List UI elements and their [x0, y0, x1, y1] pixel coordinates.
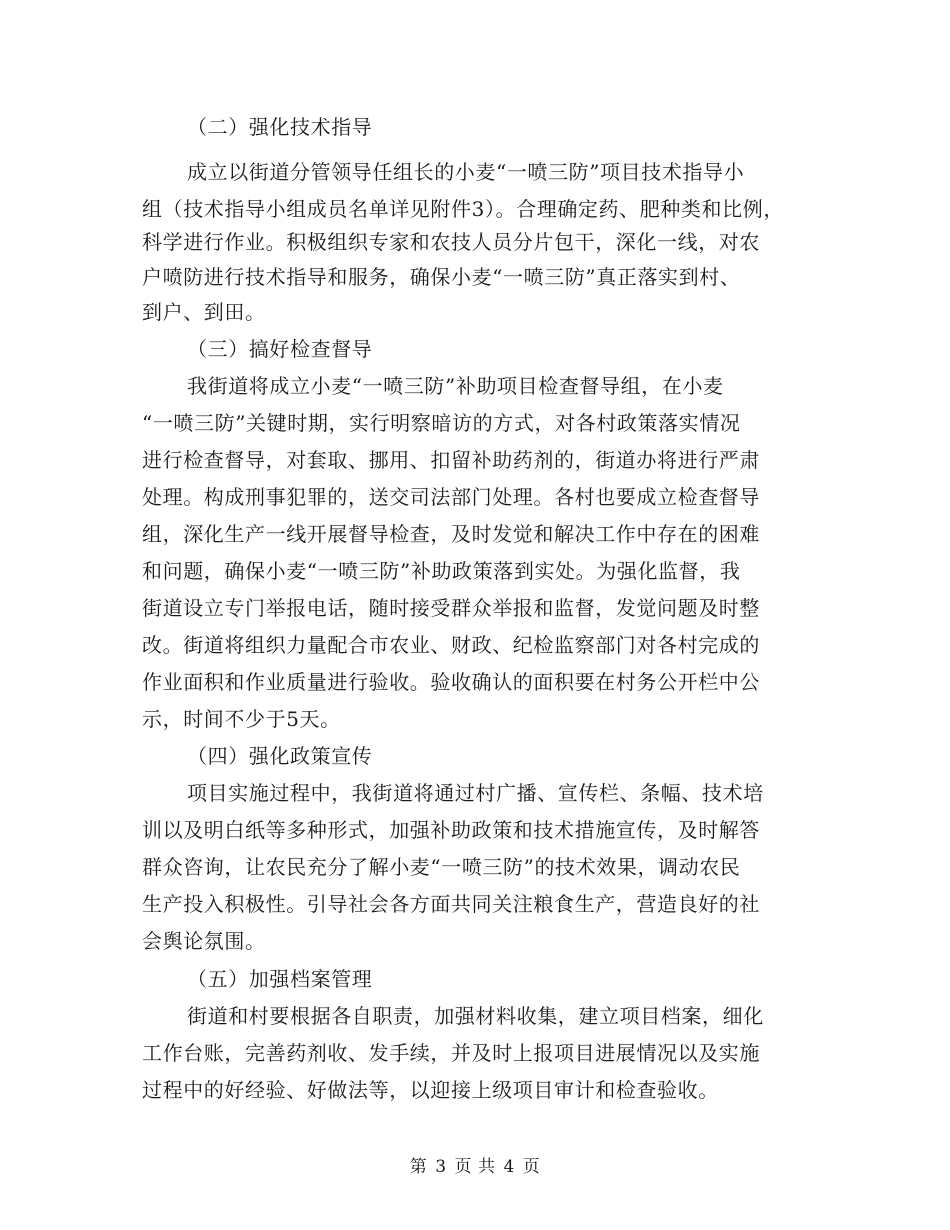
paragraph-line: 进行检查督导，对套取、挪用、扣留补助药剂的，街道办将进行严肃 — [142, 448, 760, 472]
footer-suffix: 页 — [522, 1157, 541, 1177]
footer-total-pages: 4 — [503, 1157, 515, 1177]
footer-prefix: 第 — [409, 1157, 428, 1177]
paragraph-line: 作业面积和作业质量进行验收。验收确认的面积要在村务公开栏中公 — [142, 670, 760, 694]
footer-current-page: 3 — [435, 1157, 447, 1177]
paragraph-line: 训以及明白纸等多种形式，加强补助政策和技术措施宣传，及时解答 — [142, 818, 760, 842]
paragraph-line: 群众咨询，让农民充分了解小麦“一喷三防”的技术效果，调动农民 — [142, 855, 741, 879]
section-heading-5: （五）加强档案管理 — [187, 967, 373, 991]
paragraph-line: 街道和村要根据各自职责，加强材料收集，建立项目档案，细化 — [187, 1004, 764, 1028]
paragraph-line: 组（技术指导小组成员名单详见附件3）。合理确定药、肥种类和比例， — [142, 197, 784, 221]
paragraph-line: 科学进行作业。积极组织专家和农技人员分片包干，深化一线，对农 — [142, 230, 760, 254]
paragraph-line: 改。街道将组织力量配合市农业、财政、纪检监察部门对各村完成的 — [142, 633, 760, 657]
paragraph-line: 户喷防进行技术指导和服务，确保小麦“一喷三防”真正落实到村、 — [142, 265, 741, 289]
footer-middle: 页 共 — [454, 1157, 496, 1177]
section-heading-4: （四）强化政策宣传 — [187, 744, 373, 768]
paragraph-line: 项目实施过程中，我街道将通过村广播、宣传栏、条幅、技术培 — [187, 781, 764, 805]
paragraph-line: 和问题，确保小麦“一喷三防”补助政策落到实处。为强化监督，我 — [142, 559, 741, 583]
paragraph-line: 示，时间不少于5天。 — [142, 707, 341, 731]
section-heading-2: （二）强化技术指导 — [187, 115, 373, 139]
section-heading-3: （三）搞好检查督导 — [187, 337, 373, 361]
paragraph-line: 工作台账，完善药剂收、发手续，并及时上报项目进展情况以及实施 — [142, 1041, 760, 1065]
paragraph-line: 生产投入积极性。引导社会各方面共同关注粮食生产，营造良好的社 — [142, 892, 760, 916]
page-footer — [0, 1156, 950, 1178]
paragraph-line: 会舆论氛围。 — [142, 929, 266, 953]
paragraph-line: 成立以街道分管领导任组长的小麦“一喷三防”项目技术指导小 — [187, 160, 745, 184]
paragraph-line: 到户、到田。 — [142, 300, 266, 324]
paragraph-line: 街道设立专门举报电话，随时接受群众举报和监督，发觉问题及时整 — [142, 596, 760, 620]
paragraph-line: 处理。构成刑事犯罪的，送交司法部门处理。各村也要成立检查督导 — [142, 485, 760, 509]
paragraph-line: “一喷三防”关键时期，实行明察暗访的方式，对各村政策落实情况 — [142, 411, 741, 435]
paragraph-line: 我街道将成立小麦“一喷三防”补助项目检查督导组，在小麦 — [187, 374, 724, 398]
paragraph-line: 过程中的好经验、好做法等，以迎接上级项目审计和检查验收。 — [142, 1078, 719, 1102]
paragraph-line: 组，深化生产一线开展督导检查，及时发觉和解决工作中存在的困难 — [142, 522, 760, 546]
